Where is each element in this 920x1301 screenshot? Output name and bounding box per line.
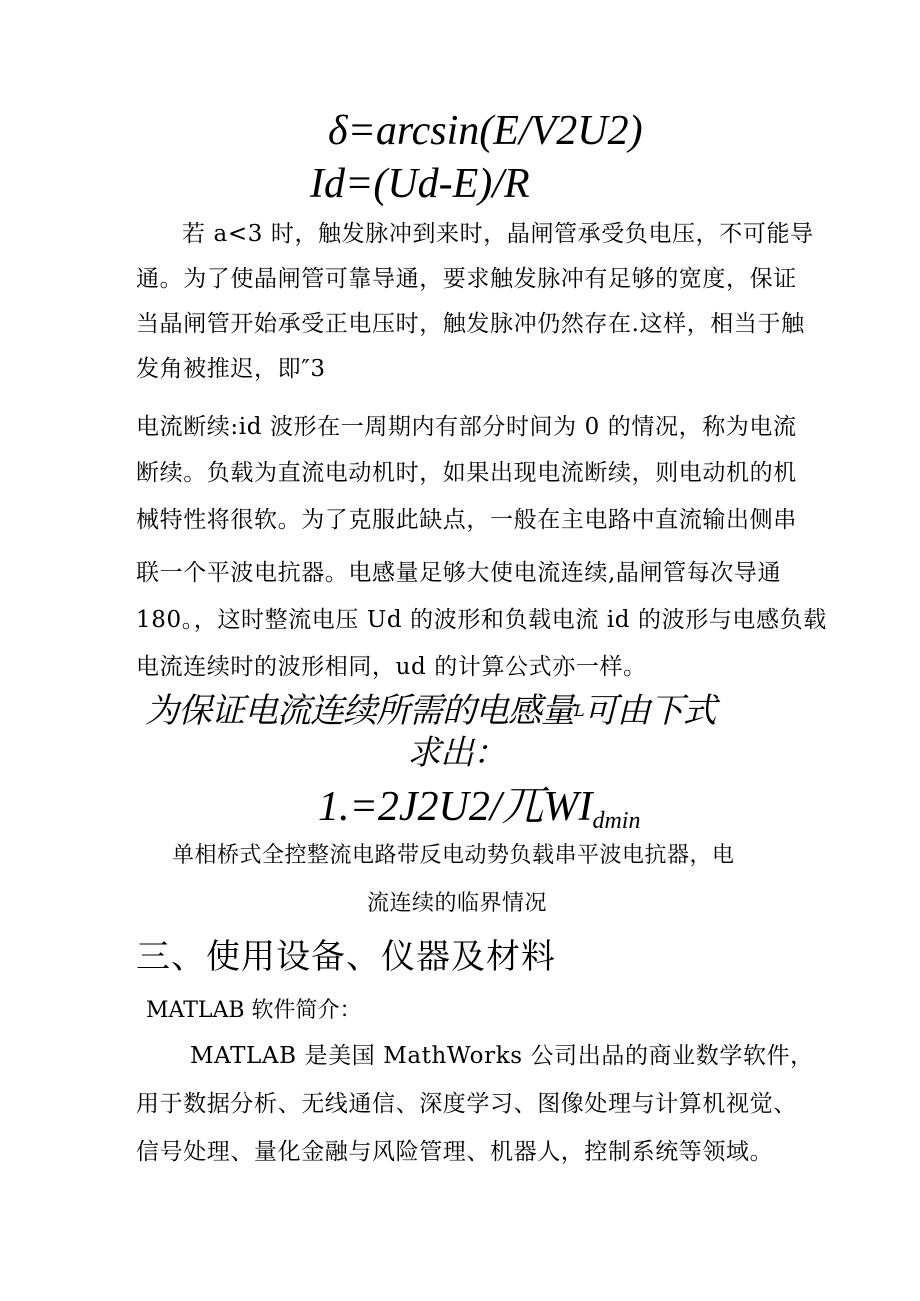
matlab-line1: MATLAB 是美国 MathWorks 公司出品的商业数学软件， [190,1043,814,1069]
formula-inductance-subscript: dmin [592,808,641,834]
inductance-statement-line1 [145,691,716,731]
inductance-symbol-L: L [574,701,584,720]
paragraph2-line2: 断续。负载为直流电动机时，如果出现电流断续，则电动机的机 [136,460,797,486]
paragraph2-line3: 械特性将很软。为了克服此缺点，一般在主电路中直流输出侧串 [136,507,797,533]
paragraph1-line3: 当晶闸管开始承受正电压时，触发脉冲仍然存在.这样，相当于触 [136,311,805,337]
formula-id: Id=(Ud-E)/R [310,161,530,207]
paragraph2-line4: 联一个平波电抗器。电感量足够大使电流连续,晶闸管每次导通 [136,560,782,586]
paragraph1-line2: 通。为了使晶闸管可靠导通，要求触发脉冲有足够的宽度，保证 [136,266,797,292]
formula-inductance-main: 1.=2J2U2/兀WI [318,784,593,830]
caption-line1: 单相桥式全控整流电路带反电动势负载串平波电抗器，电 [172,843,735,868]
inductance-statement-part-a: 为保证电流连续所需的电感量 [145,691,574,731]
paragraph2-line5: 180。，这时整流电压 Ud 的波形和负载电流 id 的波形与电感负载 [136,607,827,633]
matlab-line2: 用于数据分析、无线通信、深度学习、图像处理与计算机视觉、 [136,1091,797,1117]
inductance-statement-part-b: 可由下式 [583,691,716,731]
section-heading: 三、使用设备、仪器及材料 [136,937,556,977]
inductance-statement-line2: 求出： [407,733,506,773]
matlab-subheading: MATLAB 软件简介： [146,998,362,1023]
paragraph1-line1: 若 a<3 时，触发脉冲到来时，晶闸管承受负电压，不可能导 [182,221,814,247]
formula-inductance [318,786,640,833]
paragraph2-line1: 电流断续:id 波形在一周期内有部分时间为 0 的情况，称为电流 [136,414,797,440]
paragraph1-line4: 发角被推迟，即″3 [136,356,326,382]
paragraph2-line6: 电流连续时的波形相同，ud 的计算公式亦一样。 [136,654,647,680]
matlab-line3: 信号处理、量化金融与风险管理、机器人，控制系统等领域。 [136,1139,774,1165]
caption-line2: 流连续的临界情况 [367,891,548,916]
formula-delta: δ=arcsin(E/V2U2) [328,108,643,154]
